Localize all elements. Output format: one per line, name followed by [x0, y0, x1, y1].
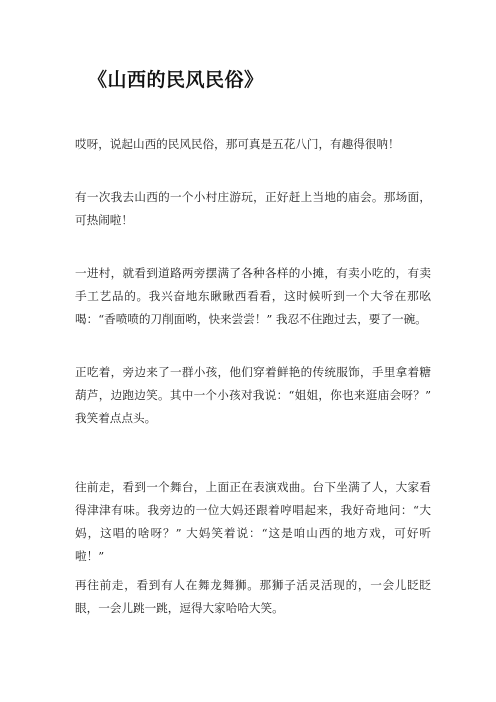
paragraph-4: 正吃着，旁边来了一群小孩，他们穿着鲜艳的传统服饰，手里拿着糖葫芦，边跑边笑。其中一个小孩对我说：“姐姐，你也来逛庙会呀？” 我笑着点点头。 [75, 365, 431, 425]
paragraph-3: 一进村，就看到道路两旁摆满了各种各样的小摊，有卖小吃的，有卖手工艺品的。我兴奋地东瞅瞅西看看，这时候听到一个大爷在那吆喝：“香喷喷的刀削面哟，快来尝尝！” 我忍不住跑过去，要了一碗。 [75, 266, 431, 326]
paragraph-2: 有一次我去山西的一个小村庄游玩，正好赶上当地的庙会。那场面，可热闹啦！ [75, 190, 431, 227]
paragraph-1: 哎呀，说起山西的民风民俗，那可真是五花八门，有趣得很呐！ [75, 137, 400, 151]
document-title: 《山西的民风民俗》 [88, 69, 264, 91]
paragraph-6: 再往前走，看到有人在舞龙舞狮。那狮子活灵活现的，一会儿眨眨眼，一会儿跳一跳，逗得大家哈哈大笑。 [75, 578, 431, 615]
paragraph-5: 往前走，看到一个舞台，上面正在表演戏曲。台下坐满了人，大家看得津津有味。我旁边的一位大妈还跟着哼唱起来，我好奇地问：“大妈，这唱的啥呀？” 大妈笑着说：“这是咱山西的地方戏，可好听啦！” [75, 480, 431, 563]
